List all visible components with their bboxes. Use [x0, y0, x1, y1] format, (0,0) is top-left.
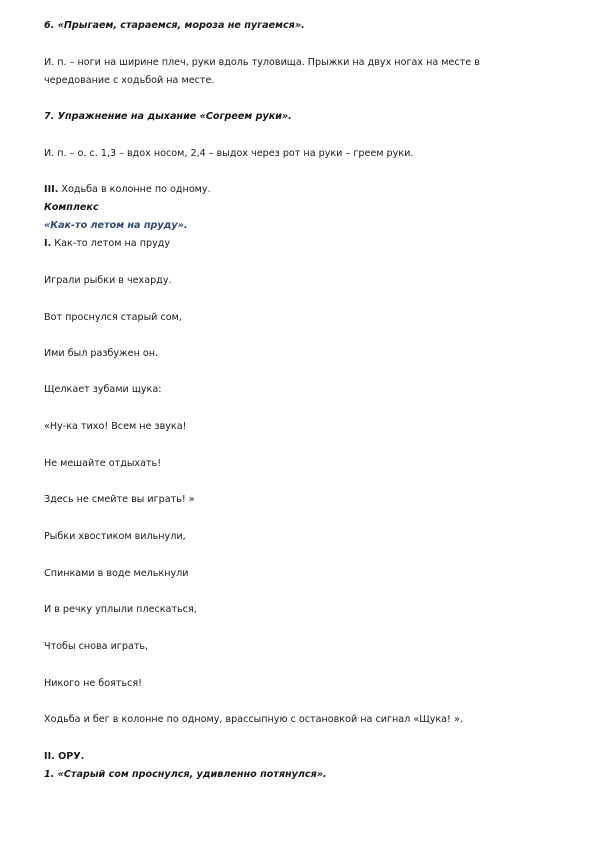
exercise-6-title: 6. «Прыгаем, стараемся, мороза не пугаемся».: [44, 20, 305, 31]
exercise-7-title: 7. Упражнение на дыхание «Согреем руки».: [44, 111, 292, 122]
exercise-7-text: И. п. – о. с. 1,3 – вдох носом, 2,4 – выдох через рот на руки – греем руки.: [44, 148, 414, 159]
walk-run-instruction: Ходьба и бег в колонне по одному, врассыпную с остановкой на сигнал «Щука! ».: [44, 714, 463, 725]
poem-line-1: [44, 238, 170, 250]
exercise-1-title: 1. «Старый сом проснулся, удивленно потянулся».: [44, 769, 327, 780]
part-3-text: Ходьба в колонне по одному.: [58, 184, 211, 195]
complex-label: Комплекс: [44, 202, 99, 213]
poem-line: И в речку уплыли плескаться,: [44, 604, 197, 615]
poem-line: Вот проснулся старый сом,: [44, 312, 182, 323]
poem-line: Ими был разбужен он.: [44, 348, 159, 359]
part-3-number: III.: [44, 184, 59, 195]
poem-line: Никого не бояться!: [44, 678, 142, 689]
poem-line: Не мешайте отдыхать!: [44, 458, 162, 469]
poem-line: Щелкает зубами щука:: [44, 384, 162, 395]
exercise-6-text-line-1: И. п. – ноги на ширине плеч, руки вдоль туловища. Прыжки на двух ногах на месте в: [44, 57, 480, 68]
complex-name: «Как-то летом на пруду».: [44, 220, 188, 231]
poem-line: Играли рыбки в чехарду.: [44, 275, 172, 286]
poem-line: Здесь не смейте вы играть! »: [44, 494, 195, 505]
part-3-heading: [44, 184, 211, 196]
poem-line: Рыбки хвостиком вильнули,: [44, 531, 186, 542]
part-2-heading: II. ОРУ.: [44, 751, 85, 762]
part-1-number: I.: [44, 238, 52, 249]
poem-line-1-text: Как-то летом на пруду: [51, 238, 171, 249]
poem-line: Спинками в воде мелькнули: [44, 568, 189, 579]
exercise-6-text-line-2: чередование с ходьбой на месте.: [44, 75, 215, 86]
poem-line: Чтобы снова играть,: [44, 641, 149, 652]
poem-line: «Ну-ка тихо! Всем не звука!: [44, 421, 187, 432]
